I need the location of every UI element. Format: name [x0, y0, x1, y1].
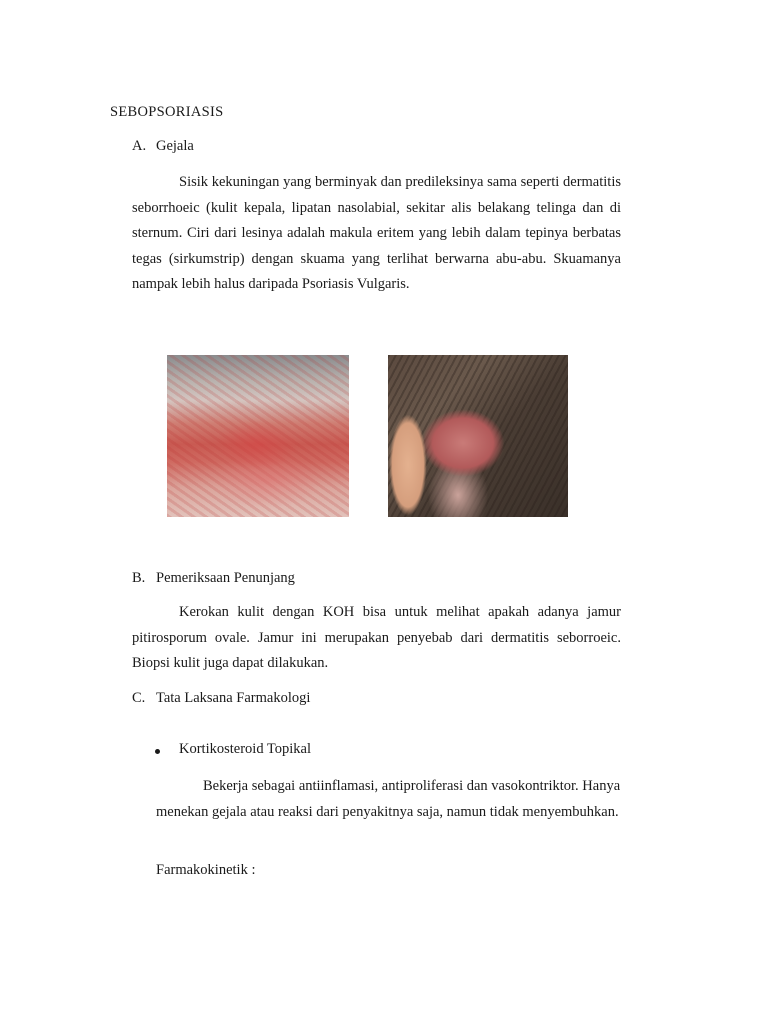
scalp-lesion-photo: [167, 355, 349, 517]
section-b-title: Pemeriksaan Penunjang: [156, 570, 295, 586]
section-b-paragraph: Kerokan kulit dengan KOH bisa untuk melihat apakah adanya jamur pitirosporum ovale. Jamur ini merupakan penyebab dari dermatitis seborroeic. Biopsi kulit juga dapat dilakukan.: [132, 604, 621, 671]
section-c-title: Tata Laksana Farmakologi: [156, 690, 311, 706]
section-c-marker: C.: [132, 690, 146, 706]
document-title: SEBOPSORIASIS: [110, 104, 224, 120]
section-a-title: Gejala: [156, 138, 194, 154]
section-c-paragraph: Bekerja sebagai antiinflamasi, antiproliferasi dan vasokontriktor. Hanya menekan gejala atau reaksi dari penyakitnya saja, namun tidak menyembuhkan.: [156, 778, 621, 820]
section-a-marker: A.: [132, 138, 147, 154]
section-b-heading: [132, 570, 295, 587]
bullet-dot-icon: [155, 749, 160, 754]
bullet-label: Kortikosteroid Topikal: [179, 741, 312, 757]
section-b-marker: B.: [132, 570, 146, 586]
section-c-heading: [132, 690, 310, 707]
section-a-paragraph: Sisik kekuningan yang berminyak dan predileksinya sama seperti dermatitis seborrhoeic (kulit kepala, lipatan nasolabial, sekitar alis belakang telinga dan di sternum. Ciri dari lesinya adalah makula eritem yang lebih dalam tepinya berbatas tegas (sirkumstrip) dengan skuama yang terlihat berwarna abu-abu. Skuamanya nampak lebih halus daripada Psoriasis Vulgaris.: [132, 174, 621, 292]
farmakokinetik-label: Farmakokinetik :: [156, 862, 256, 878]
section-a-heading: [132, 138, 194, 155]
behind-ear-lesion-photo: [388, 355, 568, 517]
